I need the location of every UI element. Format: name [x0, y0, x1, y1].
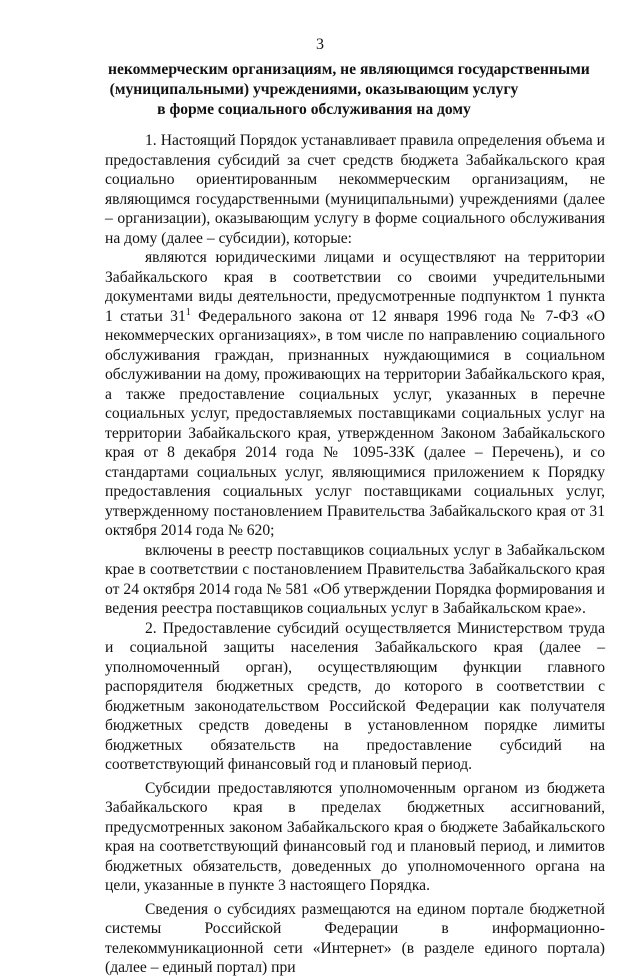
heading-line-1: некоммерческим организациям, не являющимся государственными: [108, 61, 590, 78]
document-heading: [108, 60, 590, 120]
paragraph-1: 1. Настоящий Порядок устанавливает правила определения объема и предоставления субсидий за счет средств бюджета Забайкальского края социально ориентированным некоммерческим организациям, не являющимся государственными (муниципальными) учреждениями (далее – организации), оказывающим услугу в форме социального обслуживания на дому (далее – субсидии), которые:: [105, 132, 605, 247]
paragraph-2-text-a: являются юридическими лицами и осуществляют на территории Забайкальского края в соответствии со своими учредительными документами виды деятельности, предусмотренные подпунктом 1 пункта 1 статьи 31: [105, 249, 605, 325]
heading-line-2: (муниципальными) учреждениями, оказывающим услугу: [109, 81, 519, 98]
page-number: 3: [316, 36, 324, 53]
paragraph-6: Сведения о субсидиях размещаются на едином портале бюджетной системы Российской Федерации в информационно-телекоммуникационной сети «Интернет» (в разделе единого портала) (далее – единый портал) при: [105, 900, 605, 976]
article-superscript: 1: [185, 306, 191, 318]
paragraph-4: 2. Предоставление субсидий осуществляется Министерством труда и социальной защиты населения Забайкальского края (далее – уполномоченный орган), осуществляющим функции главного распорядителя бюджетных средств, до которого в соответствии с бюджетным законодательством Российской Федерации как получателя бюджетных средств доведены в установленном порядке лимиты бюджетных обязательств на предоставление субсидий на соответствующий финансовый год и плановый период.: [105, 619, 605, 773]
paragraph-3: включены в реестр поставщиков социальных услуг в Забайкальском крае в соответствии с постановлением Правительства Забайкальского края от 24 октября 2014 года № 581 «Об утверждении Порядка формирования и ведения реестра поставщиков социальных услуг в Забайкальском крае».: [105, 541, 605, 617]
heading-line-3: в форме социального обслуживания на дому: [157, 101, 471, 118]
paragraph-2-text-b: Федерального закона от 12 января 1996 года № 7-ФЗ «О некоммерческих организациях», в том числе по направлению социального обслуживания граждан, признанных нуждающимися в социальном обслуживании на дому, проживающих на территории Забайкальского края, а также предоставление социальных услуг, указанных в перечне социальных услуг, предоставляемых поставщиками социальных услуг на территории Забайкальского края, утвержденном Законом Забайкальского края от 8 декабря 2014 года № 1095-ЗЗК (далее – Перечень), и со стандартами социальных услуг, являющимися приложением к Порядку предоставления социальных услуг поставщиками социальных услуг, утвержденному постановлением Правительства Забайкальского края от 31 октября 2014 года № 620;: [105, 307, 605, 539]
document-body: [105, 131, 605, 978]
paragraph-2: [105, 248, 605, 541]
paragraph-5: Субсидии предоставляются уполномоченным органом из бюджета Забайкальского края в пределах бюджетных ассигнований, предусмотренных законом Забайкальского края о бюджете Забайкальского края на соответствующий финансовый год и плановый период, и лимитов бюджетных обязательств, доведенных до уполномоченного органа на цели, указанные в пункте 3 настоящего Порядка.: [105, 779, 605, 894]
